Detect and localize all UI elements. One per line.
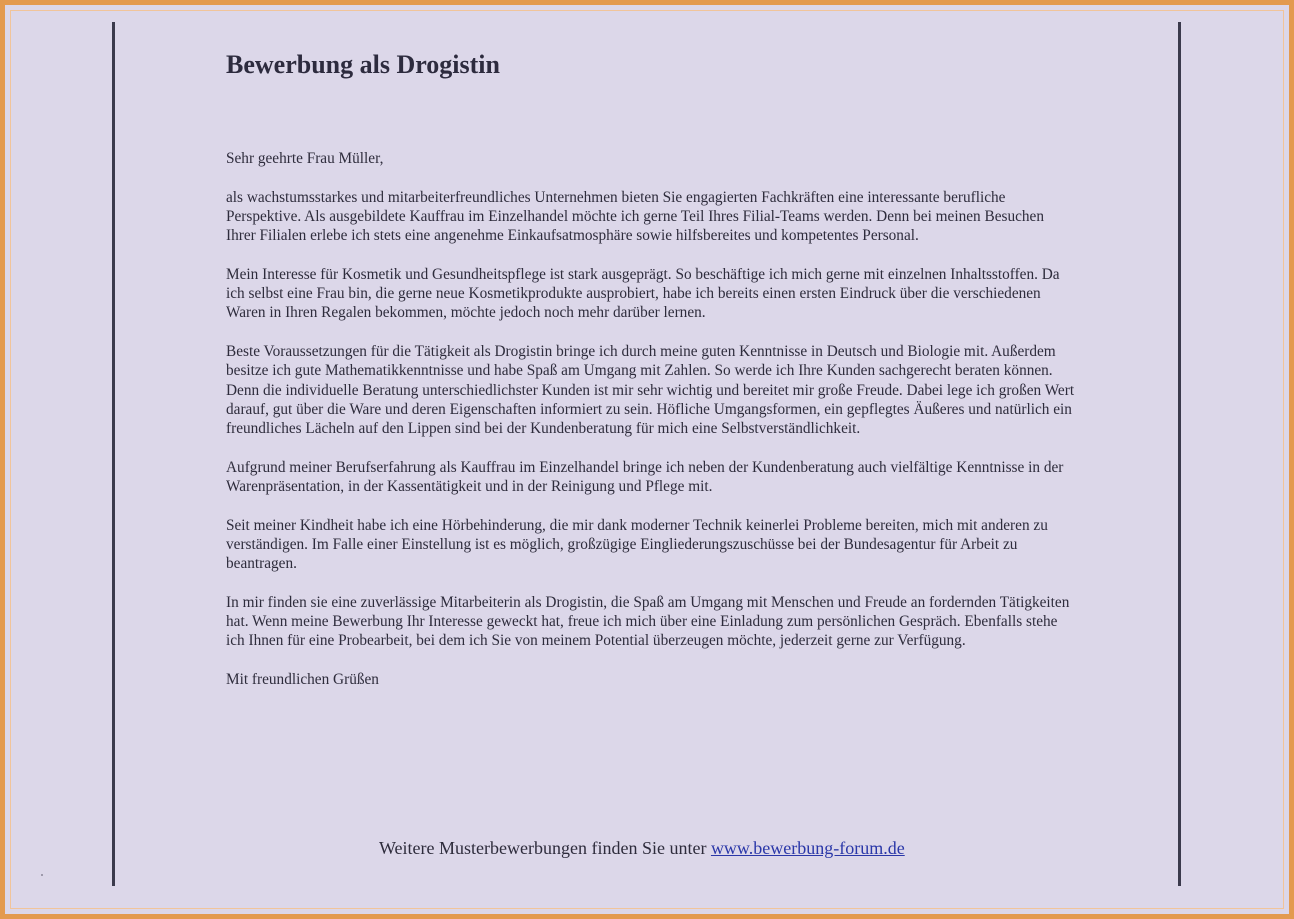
paragraph: Aufgrund meiner Berufserfahrung als Kauffrau im Einzelhandel bringe ich neben der Kundenberatung auch vielfältige Kenntnisse in der Warenpräsentation, in der Kassentätigkeit und in der Reinigung und Pflege mit. — [226, 458, 1064, 496]
corner-mark — [41, 874, 43, 876]
footer-link[interactable]: www.bewerbung-forum.de — [710, 838, 905, 858]
letter-title: Bewerbung als Drogistin — [226, 50, 500, 79]
paragraph: Mein Interesse für Kosmetik und Gesundheitspflege ist stark ausgeprägt. So beschäftige ich mich gerne mit einzelnen Inhaltsstoffen. Da ich selbst eine Frau bin, die gerne neue Kosmetikprodukte ausprobiert, habe ich bereits einen ersten Eindruck über die verschiedenen Waren in Ihren Regalen bekommen, möchte jedoch noch mehr darüber lernen. — [226, 265, 1060, 322]
right-margin-rule — [1178, 22, 1181, 886]
paragraph: In mir finden sie eine zuverlässige Mitarbeiterin als Drogistin, die Spaß am Umgang mit Menschen und Freude an fordernden Tätigkeiten hat. Wenn meine Bewerbung Ihr Interesse geweckt hat, freue ich mich über eine Einladung zum persönlichen Gespräch. Ebenfalls stehe ich Ihnen für eine Probearbeit, bei dem ich Sie von meinem Potential überzeugen möchte, jederzeit gerne zur Verfügung. — [226, 593, 1070, 650]
footer-note — [379, 838, 905, 859]
salutation: Sehr geehrte Frau Müller, — [226, 150, 384, 167]
paragraph: Seit meiner Kindheit habe ich eine Hörbehinderung, die mir dank moderner Technik keinerlei Probleme bereiten, mich mit anderen zu verständigen. Im Falle einer Einstellung ist es möglich, großzügige Eingliederungszuschüsse bei der Bundesagentur für Arbeit zu beantragen. — [226, 516, 1048, 573]
paragraph: als wachstumsstarkes und mitarbeiterfreundliches Unternehmen bieten Sie engagierten Fachkräften eine interessante berufliche Perspektive. Als ausgebildete Kauffrau im Einzelhandel möchte ich gerne Teil Ihres Filial-Teams werden. Denn bei meinen Besuchen Ihrer Filialen erlebe ich stets eine angenehme Einkaufsatmosphäre sowie hilfsbereites und kompetentes Personal. — [226, 188, 1044, 245]
footer-text: Weitere Musterbewerbungen finden Sie unter — [379, 838, 707, 858]
left-margin-rule — [112, 22, 115, 886]
letter-body — [226, 149, 1076, 709]
closing: Mit freundlichen Grüßen — [226, 671, 379, 689]
paragraph: Beste Voraussetzungen für die Tätigkeit als Drogistin bringe ich durch meine guten Kenntnisse in Deutsch und Biologie mit. Außerdem besitze ich gute Mathematikkenntnisse und habe Spaß am Umgang mit Zahlen. So werde ich Ihre Kunden sachgerecht beraten können. Denn die individuelle Beratung unterschiedlichster Kunden ist mir sehr wichtig und bereitet mir große Freude. Dabei lege ich großen Wert darauf, gut über die Ware und deren Eigenschaften informiert zu sein. Höfliche Umgangsformen, ein gepflegtes Äußeres und natürlich ein freundliches Lächeln auf den Lippen sind bei der Kundenberatung für mich eine Selbstverständlichkeit. — [226, 342, 1075, 438]
